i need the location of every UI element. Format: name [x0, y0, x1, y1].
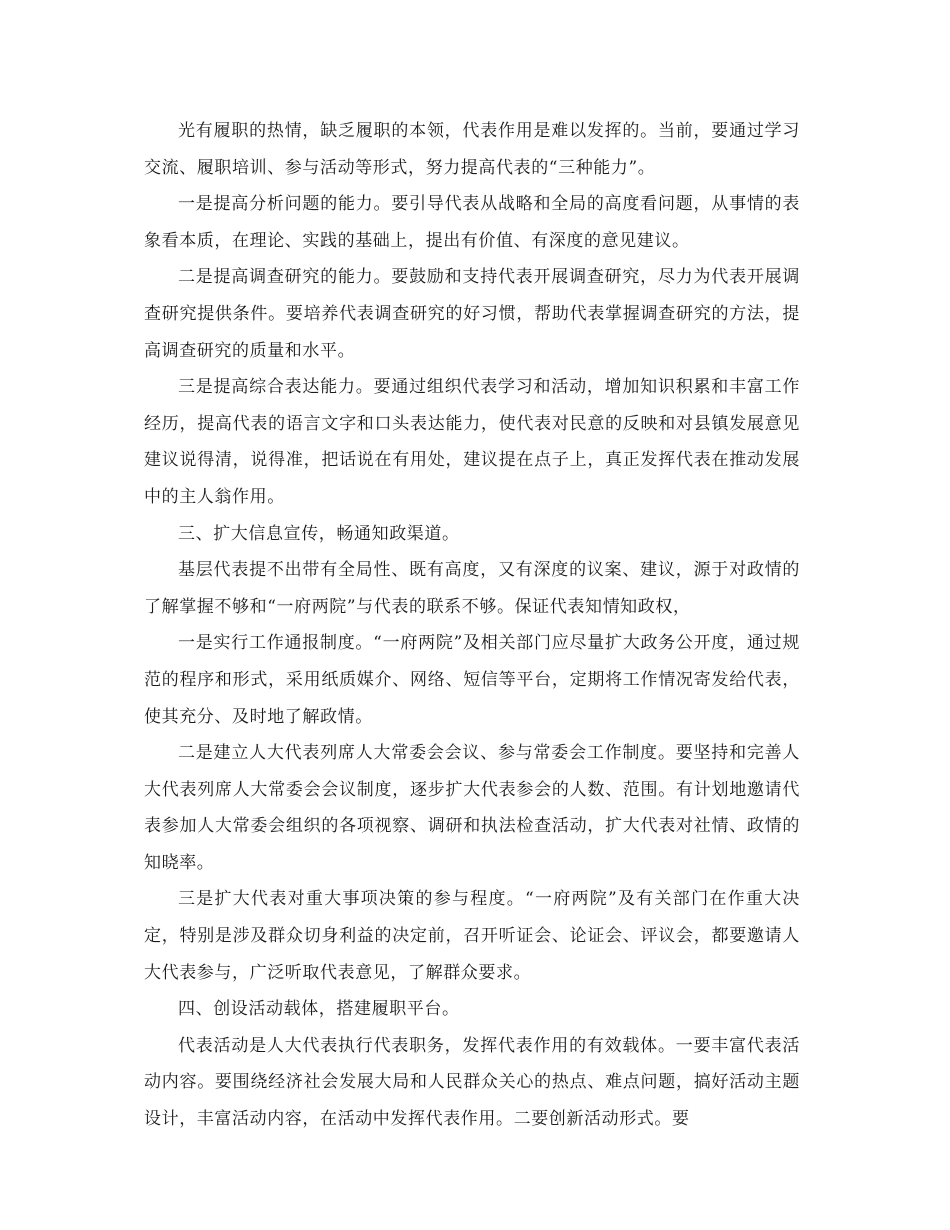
paragraph-5: 基层代表提不出带有全局性、既有高度，又有深度的议案、建议，源于对政情的了解掌握不够和“一府两院”与代表的联系不够。保证代表知情知政权， [144, 560, 800, 617]
paragraph-3: 二是提高调查研究的能力。要鼓励和支持代表开展调查研究，尽力为代表开展调查研究提供条件。要培养代表调查研究的好习惯，帮助代表掌握调查研究的方法，提高调查研究的质量和水平。 [144, 267, 800, 361]
paragraph-4: 三是提高综合表达能力。要通过组织代表学习和活动，增加知识积累和丰富工作经历，提高代表的语言文字和口头表达能力，使代表对民意的反映和对县镇发展意见建议说得清，说得准，把话说在有用处，建议提在点子上，真正发挥代表在推动发展中的主人翁作用。 [144, 377, 800, 507]
section-heading-3: 三、扩大信息宣传，畅通知政渠道。 [178, 523, 460, 544]
paragraph-7: 二是建立人大代表列席人大常委会会议、参与常委会工作制度。要坚持和完善人大代表列席人大常委会会议制度，逐步扩大代表参会的人数、范围。有计划地邀请代表参加人大常委会组织的各项视察、调研和执法检查活动，扩大代表对社情、政情的知晓率。 [144, 743, 800, 873]
paragraph-1: 光有履职的热情，缺乏履职的本领，代表作用是难以发挥的。当前，要通过学习交流、履职培训、参与活动等形式，努力提高代表的“三种能力”。 [144, 121, 800, 178]
paragraph-9: 代表活动是人大代表执行代表职务，发挥代表作用的有效载体。一要丰富代表活动内容。要围绕经济社会发展大局和人民群众关心的热点、难点问题，搞好活动主题设计，丰富活动内容，在活动中发挥代表作用。二要创新活动形式。要 [144, 1035, 800, 1130]
section-heading-4: 四、创设活动载体，搭建履职平台。 [178, 999, 460, 1020]
paragraph-8: 三是扩大代表对重大事项决策的参与程度。“一府两院”及有关部门在作重大决定，特别是涉及群众切身利益的决定前，召开听证会、论证会、评议会，都要邀请人大代表参与，广泛听取代表意见，了解群众要求。 [144, 889, 800, 983]
paragraph-6: 一是实行工作通报制度。“一府两院”及相关部门应尽量扩大政务公开度，通过规范的程序和形式，采用纸质媒介、网络、短信等平台，定期将工作情况寄发给代表，使其充分、及时地了解政情。 [144, 633, 800, 727]
document-body [144, 113, 800, 1138]
paragraph-2: 一是提高分析问题的能力。要引导代表从战略和全局的高度看问题，从事情的表象看本质，在理论、实践的基础上，提出有价值、有深度的意见建议。 [144, 194, 800, 251]
